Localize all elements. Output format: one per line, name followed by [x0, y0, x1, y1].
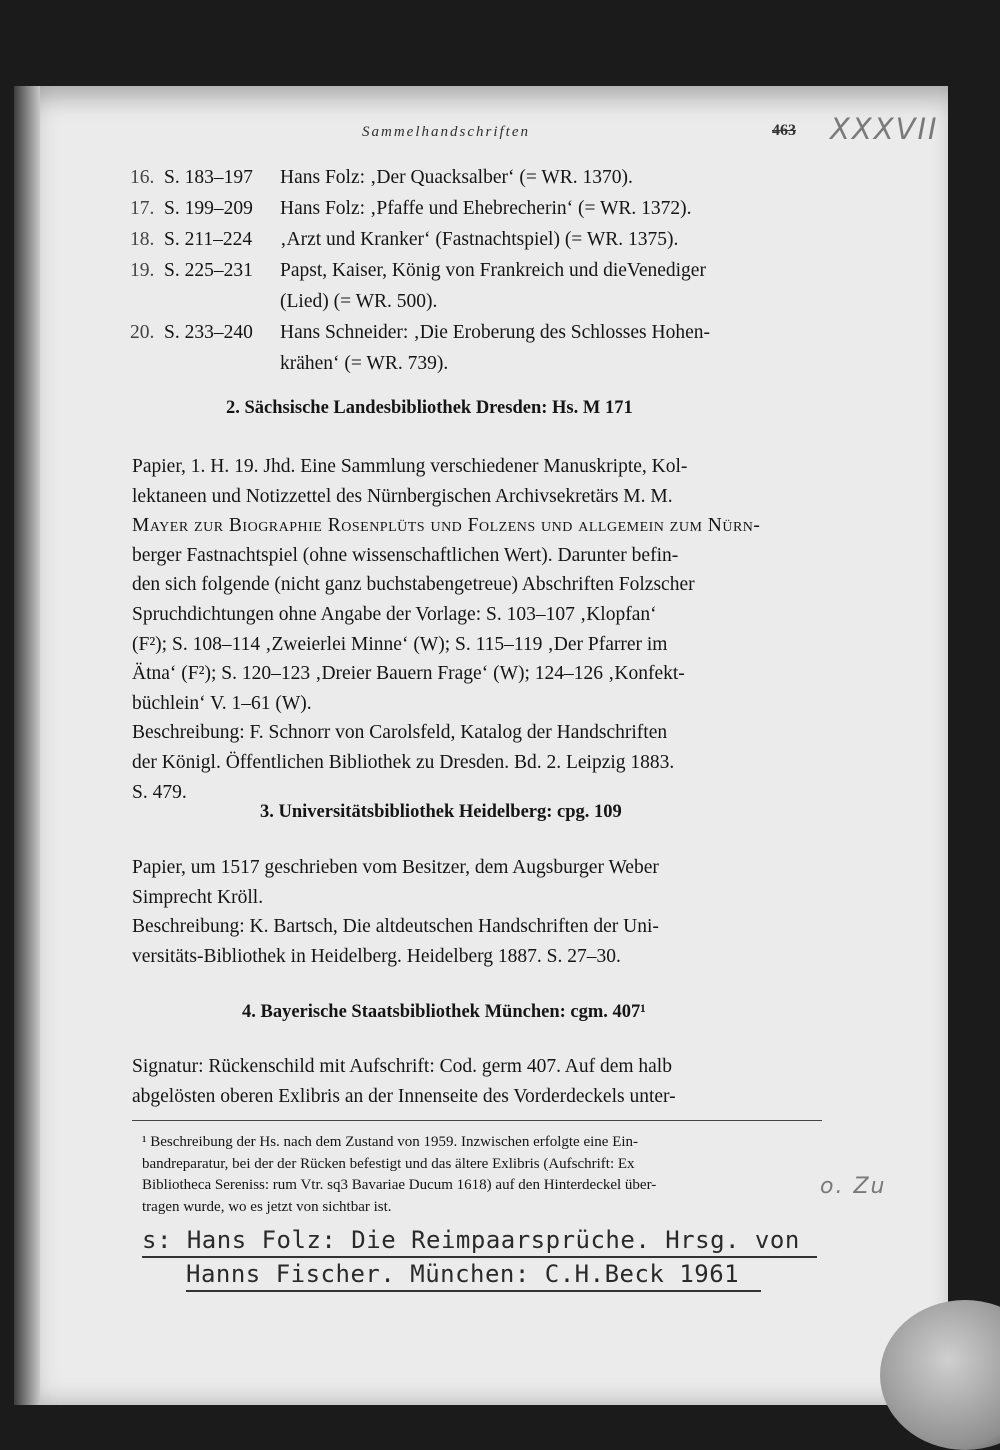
page-number: 463 [772, 122, 796, 139]
footnote [142, 1132, 814, 1219]
margin-pencil-note: o. Zu [820, 1174, 887, 1199]
text-line: S. 479. [132, 781, 187, 803]
source-label-line-1: s: Hans Folz: Die Reimpaarsprüche. Hrsg. von [142, 1226, 800, 1254]
entry-list [130, 162, 710, 379]
list-item: 18. S. 211–224 ‚Arzt und Kranker‘ (Fastnachtspiel) (= WR. 1375). [130, 229, 679, 250]
text-line: abgelösten oberen Exlibris an der Innenseite des Vorderdeckels unter- [132, 1085, 676, 1107]
text-line: Spruchdichtungen ohne Angabe der Vorlage: S. 103–107 ‚Klopfan‘ [132, 603, 657, 625]
text-line: Mayer zur Biographie Rosenplüts und Folzens und allgemein zum Nürn- [132, 515, 761, 537]
list-item-continuation: (Lied) (= WR. 500). [280, 291, 438, 312]
pencil-annotation: XXXVII [830, 112, 939, 146]
section-body-munich [132, 1052, 822, 1111]
text-line: Ätna‘ (F²); S. 120–123 ‚Dreier Bauern Frage‘ (W); 124–126 ‚Konfekt- [132, 663, 685, 685]
source-label-underline [186, 1290, 761, 1292]
text-line: Signatur: Rückenschild mit Aufschrift: Cod. germ 407. Auf dem halb [132, 1056, 672, 1077]
text-line: lektaneen und Notizzettel des Nürnbergischen Archivsekretärs M. M. [132, 485, 673, 507]
text-line: den sich folgende (nicht ganz buchstabengetreue) Abschriften Folzscher [132, 574, 695, 596]
footnote-line: Bibliotheca Sereniss: rum Vtr. sq3 Bavariae Ducum 1618) auf den Hinterdeckel über- [142, 1177, 657, 1194]
text-line: Papier, 1. H. 19. Jhd. Eine Sammlung verschiedener Manuskripte, Kol- [132, 456, 688, 477]
text-line: der Königl. Öffentlichen Bibliothek zu Dresden. Bd. 2. Leipzig 1883. [132, 751, 675, 773]
list-item-continuation: krähen‘ (= WR. 739). [280, 353, 449, 374]
text-line: Simprecht Kröll. [132, 886, 264, 908]
footnote-line: tragen wurde, wo es jetzt von sichtbar ist. [142, 1199, 392, 1216]
book-page [14, 86, 948, 1405]
footnote-rule [132, 1120, 822, 1121]
text-line: Beschreibung: K. Bartsch, Die altdeutschen Handschriften der Uni- [132, 916, 659, 938]
text-line: versitäts-Bibliothek in Heidelberg. Heidelberg 1887. S. 27–30. [132, 945, 621, 967]
list-item: 19. S. 225–231 Papst, Kaiser, König von Frankreich und dieVenediger [130, 260, 706, 281]
footnote-line: bandreparatur, bei der der Rücken befestigt und das ältere Exlibris (Aufschrift: Ex [142, 1155, 635, 1172]
text-line: büchlein‘ V. 1–61 (W). [132, 692, 312, 714]
list-item: 20. S. 233–240 Hans Schneider: ‚Die Eroberung des Schlosses Hohen- [130, 322, 710, 343]
text-line: Beschreibung: F. Schnorr von Carolsfeld, Katalog der Handschriften [132, 722, 668, 744]
list-item: 17. S. 199–209 Hans Folz: ‚Pfaffe und Ehebrecherin‘ (= WR. 1372). [130, 198, 692, 219]
section-body-heidelberg [132, 853, 822, 971]
section-body-dresden [132, 452, 822, 807]
text-line: Papier, um 1517 geschrieben vom Besitzer, dem Augsburger Weber [132, 857, 659, 878]
section-heading-munich: 4. Bayerische Staatsbibliothek München: cgm. 407¹ [242, 1002, 646, 1022]
running-title: Sammelhandschriften [362, 124, 530, 140]
source-label-underline [142, 1256, 817, 1258]
footnote-line: ¹ Beschreibung der Hs. nach dem Zustand von 1959. Inzwischen erfolgte eine Ein- [142, 1134, 639, 1150]
book-spine [14, 86, 40, 1405]
source-label-line-2: Hanns Fischer. München: C.H.Beck 1961 [186, 1260, 740, 1288]
list-item: 16. S. 183–197 Hans Folz: ‚Der Quacksalber‘ (= WR. 1370). [130, 167, 633, 188]
section-heading-dresden: 2. Sächsische Landesbibliothek Dresden: Hs. M 171 [226, 398, 633, 418]
section-heading-heidelberg: 3. Universitätsbibliothek Heidelberg: cpg. 109 [260, 802, 622, 822]
text-line: (F²); S. 108–114 ‚Zweierlei Minne‘ (W); S. 115–119 ‚Der Pfarrer im [132, 633, 668, 655]
text-line: berger Fastnachtspiel (ohne wissenschaftlichen Wert). Darunter befin- [132, 544, 679, 566]
